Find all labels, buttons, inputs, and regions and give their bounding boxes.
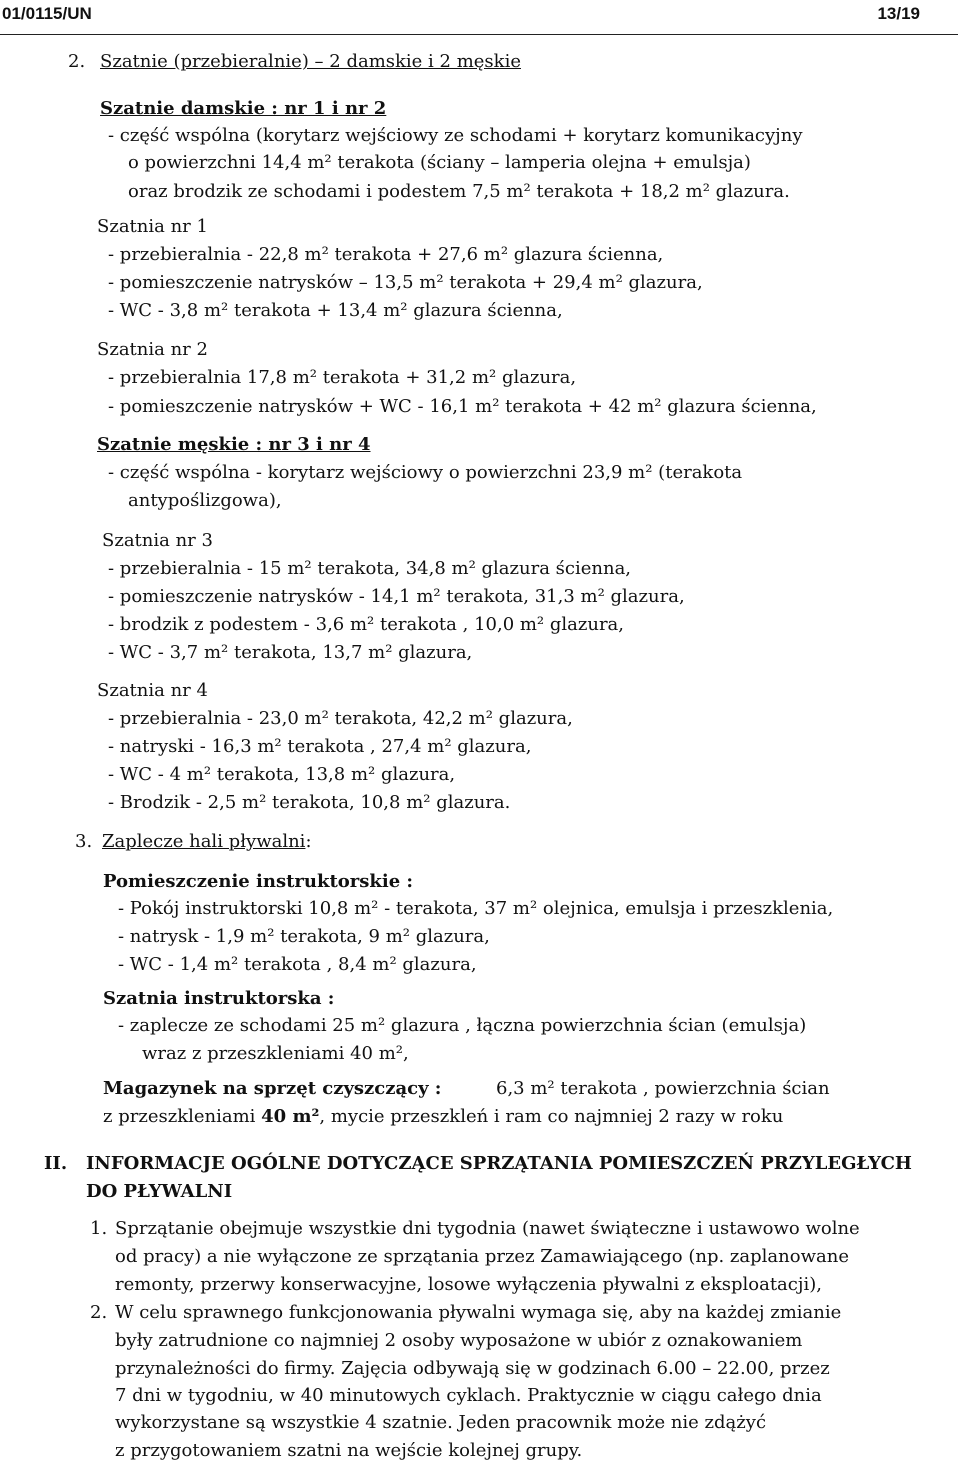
room-2-title: Szatnia nr 2: [97, 339, 208, 360]
room-2-item: - pomieszczenie natrysków + WC - 16,1 m² terakota + 42 m² glazura ścienna,: [108, 396, 817, 417]
list-item-line: W celu sprawnego funkcjonowania pływalni wymaga się, aby na każdej zmianie: [115, 1302, 842, 1323]
section-3-number: 3.: [75, 831, 93, 852]
men-common-line: - część wspólna - korytarz wejściowy o powierzchni 23,9 m² (terakota: [108, 462, 743, 483]
list-item-line: 7 dni w tygodniu, w 40 minutowych cyklach. Praktycznie w ciągu całego dnia: [115, 1385, 822, 1406]
room-1-item: - WC - 3,8 m² terakota + 13,4 m² glazura ścienna,: [108, 300, 563, 321]
storage-heading: Magazynek na sprzęt czyszczący :: [103, 1078, 442, 1099]
instructor-locker-heading: Szatnia instruktorska :: [103, 988, 335, 1009]
room-3-item: - brodzik z podestem - 3,6 m² terakota , 10,0 m² glazura,: [108, 614, 625, 635]
instructor-room-item: - natrysk - 1,9 m² terakota, 9 m² glazura,: [118, 926, 490, 947]
header-divider: [0, 34, 958, 35]
storage-line: 6,3 m² terakota , powierzchnia ścian: [496, 1078, 830, 1099]
room-1-item: - pomieszczenie natrysków – 13,5 m² terakota + 29,4 m² glazura,: [108, 272, 703, 293]
list-item-number: 1.: [90, 1218, 108, 1239]
instructor-locker-item: wraz z przeszkleniami 40 m²,: [142, 1043, 409, 1064]
room-4-title: Szatnia nr 4: [97, 680, 208, 701]
section-3-title: Zaplecze hali pływalni: [102, 831, 306, 852]
women-common-line: oraz brodzik ze schodami i podestem 7,5 m² terakota + 18,2 m² glazura.: [128, 181, 790, 202]
room-4-item: - przebieralnia - 23,0 m² terakota, 42,2 m² glazura,: [108, 708, 573, 729]
instructor-room-heading: Pomieszczenie instruktorskie :: [103, 871, 414, 892]
instructor-room-item: - WC - 1,4 m² terakota , 8,4 m² glazura,: [118, 954, 477, 975]
men-common-line: antypoślizgowa),: [128, 490, 282, 511]
page-header: [0, 4, 960, 24]
part-2-title: DO PŁYWALNI: [86, 1181, 233, 1202]
instructor-room-item: - Pokój instruktorski 10,8 m² - terakota, 37 m² olejnica, emulsja i przeszklenia,: [118, 898, 834, 919]
part-2-number: II.: [44, 1153, 68, 1174]
list-item-line: remonty, przerwy konserwacyjne, losowe wyłączenia pływalni z eksploatacji),: [115, 1274, 822, 1295]
list-item-number: 2.: [90, 1302, 108, 1323]
women-common-line: o powierzchni 14,4 m² terakota (ściany – lamperia olejna + emulsja): [128, 152, 751, 173]
list-item-line: wykorzystane są wszystkie 4 szatnie. Jeden pracownik może nie zdążyć: [115, 1412, 767, 1433]
instructor-locker-item: - zaplecze ze schodami 25 m² glazura , łączna powierzchnia ścian (emulsja): [118, 1015, 807, 1036]
women-common-line: - część wspólna (korytarz wejściowy ze schodami + korytarz komunikacyjny: [108, 125, 803, 146]
list-item-line: z przygotowaniem szatni na wejście kolejnej grupy.: [115, 1440, 583, 1461]
room-3-item: - przebieralnia - 15 m² terakota, 34,8 m² glazura ścienna,: [108, 558, 632, 579]
section-2-title: Szatnie (przebieralnie) – 2 damskie i 2 męskie: [100, 51, 521, 72]
list-item-line: od pracy) a nie wyłączone ze sprzątania przez Zamawiającego (np. zaplanowane: [115, 1246, 849, 1267]
list-item-line: Sprzątanie obejmuje wszystkie dni tygodnia (nawet świąteczne i ustawowo wolne: [115, 1218, 860, 1239]
room-2-item: - przebieralnia 17,8 m² terakota + 31,2 m² glazura,: [108, 367, 577, 388]
room-3-item: - WC - 3,7 m² terakota, 13,7 m² glazura,: [108, 642, 473, 663]
room-4-item: - Brodzik - 2,5 m² terakota, 10,8 m² glazura.: [108, 792, 511, 813]
room-4-item: - WC - 4 m² terakota, 13,8 m² glazura,: [108, 764, 456, 785]
room-3-item: - pomieszczenie natrysków - 14,1 m² terakota, 31,3 m² glazura,: [108, 586, 685, 607]
part-2-title: INFORMACJE OGÓLNE DOTYCZĄCE SPRZĄTANIA POMIESZCZEŃ PRZYLEGŁYCH: [86, 1153, 912, 1174]
room-1-item: - przebieralnia - 22,8 m² terakota + 27,6 m² glazura ścienna,: [108, 244, 664, 265]
storage-line: [103, 1106, 783, 1128]
document-id: 01/0115/UN: [2, 4, 92, 23]
list-item-line: przynależności do firmy. Zajęcia odbywają się w godzinach 6.00 – 22.00, przez: [115, 1358, 830, 1379]
section-3-heading: Zaplecze hali pływalni:: [102, 831, 312, 852]
room-1-title: Szatnia nr 1: [97, 216, 208, 237]
storage-text: , mycie przeszkleń i ram co najmniej 2 razy w roku: [319, 1106, 784, 1127]
list-item-line: były zatrudnione co najmniej 2 osoby wyposażone w ubiór z oznakowaniem: [115, 1330, 803, 1351]
room-3-title: Szatnia nr 3: [102, 530, 213, 551]
men-lockers-heading: Szatnie męskie : nr 3 i nr 4: [97, 434, 371, 455]
section-2-number: 2.: [68, 51, 86, 72]
storage-glazing-area: 40 m²: [261, 1106, 320, 1127]
room-4-item: - natryski - 16,3 m² terakota , 27,4 m² glazura,: [108, 736, 532, 757]
women-lockers-heading: Szatnie damskie : nr 1 i nr 2: [100, 98, 387, 119]
storage-text: z przeszkleniami: [103, 1106, 256, 1127]
page-number: 13/19: [877, 4, 920, 23]
